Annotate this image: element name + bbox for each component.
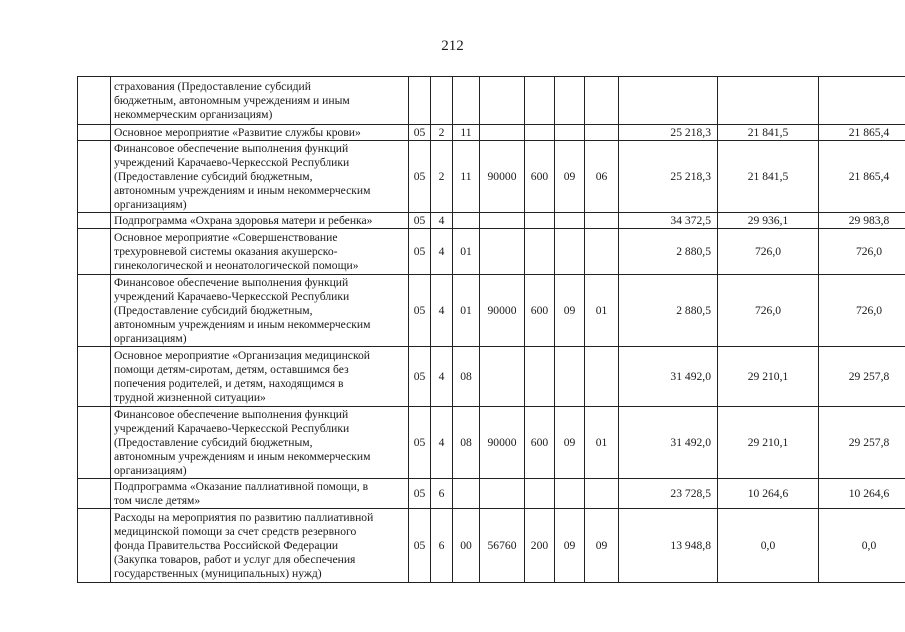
table-row [78,407,905,479]
description-line: автономным учреждениям и иным некоммерческим [114,317,371,331]
code-om: 01 [453,275,480,347]
row-description [111,509,409,583]
code-gp: 05 [409,347,431,407]
description-line: Основное мероприятие «Организация медицинской [114,348,370,362]
amount-year-2: 21 841,5 [718,141,819,213]
code-expense-type: 600 [525,141,555,213]
description-line: страхования (Предоставление субсидий [114,79,311,93]
description-line: учреждений Карачаево-Черкесской Республики [114,421,350,435]
code-pp: 2 [431,141,453,213]
code-gp: 05 [409,141,431,213]
amount-year-2: 726,0 [718,275,819,347]
table-row [78,229,905,275]
row-margin-cell [78,141,111,213]
description-line: организациям) [114,197,187,211]
code-gp [409,77,431,125]
row-description [111,229,409,275]
code-expense-type: 600 [525,407,555,479]
budget-table [77,76,905,583]
code-expense-type: 200 [525,509,555,583]
code-direction: 56760 [480,509,525,583]
description-line: помощи детям-сиротам, детям, оставшимся без [114,362,349,376]
description-line: учреждений Карачаево-Черкесской Республики [114,289,350,303]
description-line: Финансовое обеспечение выполнения функций [114,141,349,155]
description-line: Расходы на мероприятия по развитию паллиативной [114,510,374,524]
description-line: трехуровневой системы оказания акушерско- [114,244,338,258]
code-direction [480,77,525,125]
description-line: Основное мероприятие «Развитие службы крови» [114,125,361,139]
amount-year-1 [619,77,718,125]
row-description [111,275,409,347]
amount-year-1: 23 728,5 [619,479,718,509]
amount-year-3: 29 983,8 [819,213,905,229]
description-line: гинекологической и неонатологической помощи» [114,258,359,272]
code-subsection [585,479,619,509]
row-margin-cell [78,479,111,509]
code-direction: 90000 [480,407,525,479]
code-subsection [585,229,619,275]
amount-year-3 [819,77,905,125]
code-section [555,77,585,125]
code-gp: 05 [409,479,431,509]
row-description [111,479,409,509]
code-gp: 05 [409,275,431,347]
code-om [453,77,480,125]
page-number: 212 [441,38,464,54]
amount-year-1: 2 880,5 [619,275,718,347]
code-section [555,229,585,275]
code-om [453,213,480,229]
code-direction: 90000 [480,275,525,347]
code-om [453,479,480,509]
code-om: 01 [453,229,480,275]
code-subsection: 09 [585,509,619,583]
description-line: бюджетным, автономным учреждениям и иным [114,93,350,107]
row-description [111,407,409,479]
row-margin-cell [78,275,111,347]
row-description [111,347,409,407]
amount-year-2: 21 841,5 [718,125,819,141]
amount-year-1: 25 218,3 [619,125,718,141]
amount-year-3: 21 865,4 [819,141,905,213]
table-row [78,125,905,141]
description-line: фонда Правительства Российской Федерации [114,538,339,552]
code-pp: 6 [431,509,453,583]
code-om: 08 [453,347,480,407]
table-row [78,509,905,583]
amount-year-2: 726,0 [718,229,819,275]
amount-year-3: 29 257,8 [819,347,905,407]
amount-year-3: 0,0 [819,509,905,583]
code-gp: 05 [409,229,431,275]
table-row [78,275,905,347]
description-line: медицинской помощи за счет средств резервного [114,524,357,538]
row-description [111,125,409,141]
code-subsection [585,213,619,229]
description-line: Подпрограмма «Охрана здоровья матери и ребенка» [114,213,373,227]
amount-year-3: 29 257,8 [819,407,905,479]
row-margin-cell [78,407,111,479]
table-row [78,77,905,125]
code-section [555,213,585,229]
description-line: попечения родителей, и детям, находящимся в [114,376,344,390]
amount-year-1: 34 372,5 [619,213,718,229]
code-pp: 4 [431,275,453,347]
code-pp: 4 [431,213,453,229]
row-margin-cell [78,229,111,275]
description-line: Финансовое обеспечение выполнения функций [114,407,349,421]
code-section [555,347,585,407]
amount-year-3: 21 865,4 [819,125,905,141]
amount-year-1: 2 880,5 [619,229,718,275]
code-om: 11 [453,141,480,213]
code-section: 09 [555,275,585,347]
row-margin-cell [78,125,111,141]
description-line: автономным учреждениям и иным некоммерческим [114,183,371,197]
amount-year-1: 31 492,0 [619,407,718,479]
row-margin-cell [78,509,111,583]
code-om: 00 [453,509,480,583]
code-pp: 4 [431,347,453,407]
table-row [78,347,905,407]
code-gp: 05 [409,509,431,583]
description-line: организациям) [114,331,187,345]
row-margin-cell [78,77,111,125]
amount-year-2: 10 264,6 [718,479,819,509]
amount-year-2: 29 210,1 [718,407,819,479]
code-section: 09 [555,509,585,583]
code-direction [480,229,525,275]
code-expense-type: 600 [525,275,555,347]
amount-year-2: 29 936,1 [718,213,819,229]
code-expense-type [525,229,555,275]
description-line: некоммерческим организациям) [114,107,273,121]
amount-year-1: 25 218,3 [619,141,718,213]
code-direction [480,347,525,407]
code-subsection: 01 [585,407,619,479]
amount-year-1: 13 948,8 [619,509,718,583]
description-line: том числе детям» [114,493,201,507]
description-line: (Закупка товаров, работ и услуг для обеспечения [114,552,356,566]
code-pp: 4 [431,229,453,275]
description-line: учреждений Карачаево-Черкесской Республики [114,155,350,169]
amount-year-1: 31 492,0 [619,347,718,407]
code-pp: 4 [431,407,453,479]
code-pp: 2 [431,125,453,141]
code-subsection: 06 [585,141,619,213]
code-expense-type [525,213,555,229]
description-line: (Предоставление субсидий бюджетным, [114,303,313,317]
description-line: организациям) [114,463,187,477]
code-expense-type [525,347,555,407]
amount-year-2: 0,0 [718,509,819,583]
code-direction [480,213,525,229]
code-section: 09 [555,141,585,213]
code-pp: 6 [431,479,453,509]
code-expense-type [525,479,555,509]
table-row [78,141,905,213]
amount-year-2: 29 210,1 [718,347,819,407]
code-direction [480,125,525,141]
code-section [555,479,585,509]
amount-year-2 [718,77,819,125]
description-line: Подпрограмма «Оказание паллиативной помощи, в [114,479,369,493]
code-direction [480,479,525,509]
code-pp [431,77,453,125]
code-subsection: 01 [585,275,619,347]
code-subsection [585,77,619,125]
code-subsection [585,347,619,407]
code-subsection [585,125,619,141]
description-line: (Предоставление субсидий бюджетным, [114,169,313,183]
description-line: государственных (муниципальных) нужд) [114,566,322,580]
row-margin-cell [78,347,111,407]
code-expense-type [525,77,555,125]
amount-year-3: 10 264,6 [819,479,905,509]
row-description [111,141,409,213]
code-om: 11 [453,125,480,141]
amount-year-3: 726,0 [819,229,905,275]
description-line: трудной жизненной ситуации» [114,390,266,404]
description-line: Основное мероприятие «Совершенствование [114,230,338,244]
table-row [78,213,905,229]
code-gp: 05 [409,213,431,229]
code-expense-type [525,125,555,141]
code-section: 09 [555,407,585,479]
description-line: Финансовое обеспечение выполнения функций [114,275,349,289]
amount-year-3: 726,0 [819,275,905,347]
table-row [78,479,905,509]
code-gp: 05 [409,125,431,141]
description-line: (Предоставление субсидий бюджетным, [114,435,313,449]
code-section [555,125,585,141]
description-line: автономным учреждениям и иным некоммерческим [114,449,371,463]
row-description [111,213,409,229]
code-gp: 05 [409,407,431,479]
row-description [111,77,409,125]
code-om: 08 [453,407,480,479]
code-direction: 90000 [480,141,525,213]
row-margin-cell [78,213,111,229]
